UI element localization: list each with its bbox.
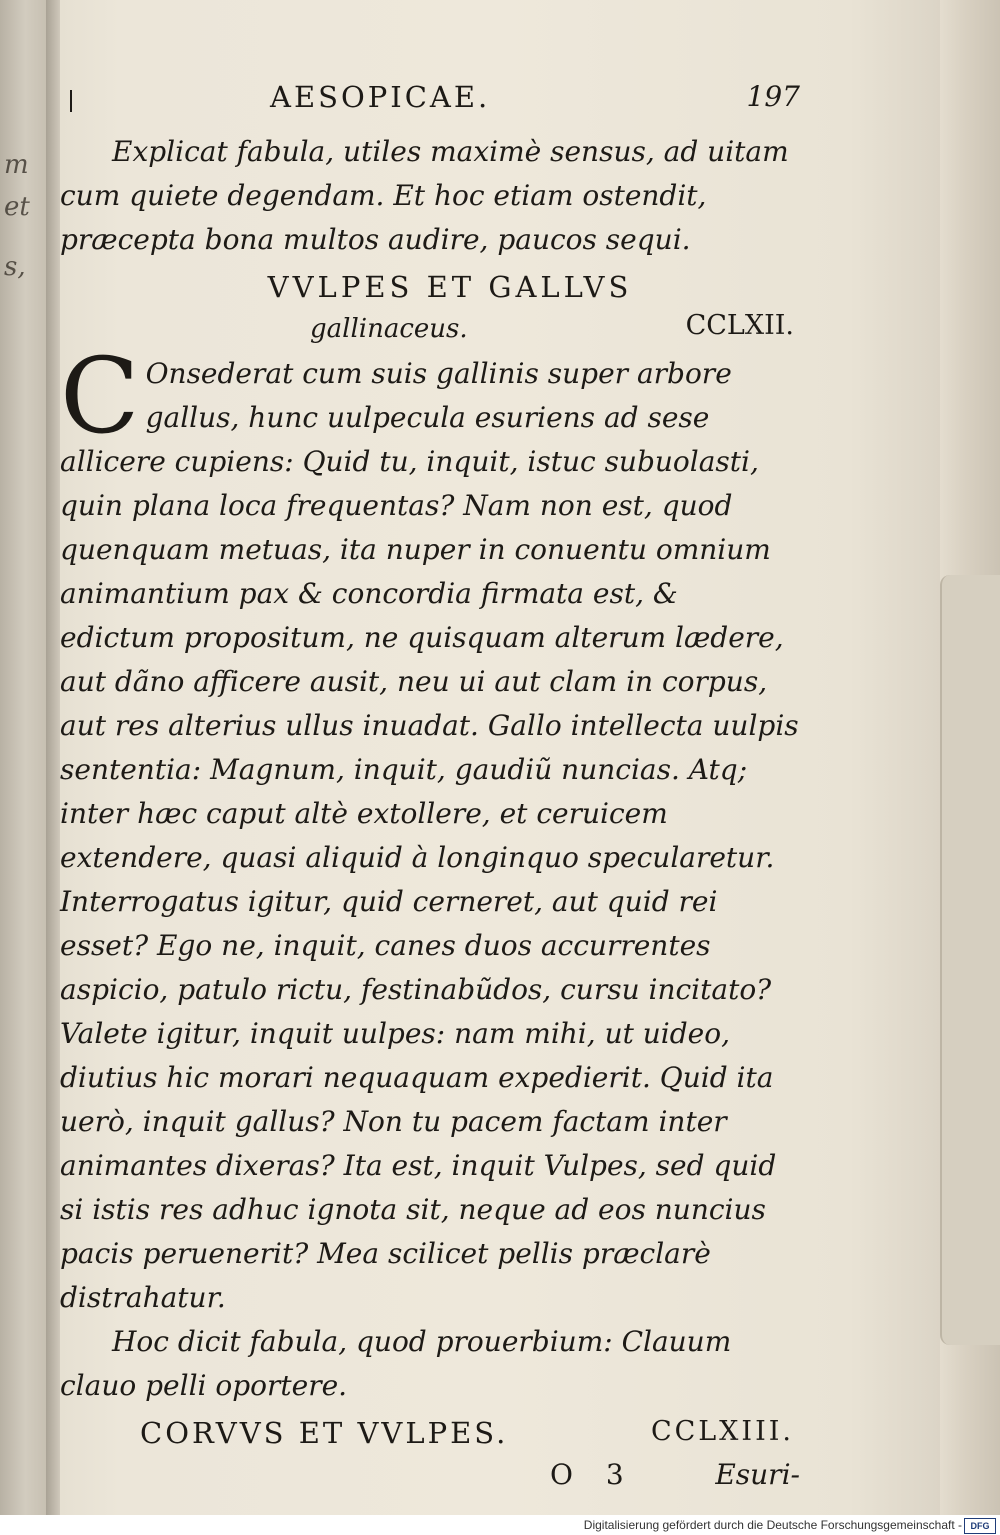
binding-fold [46,0,60,1515]
footer-credit: Digitalisierung gefördert durch die Deutsche Forschungsgemeinschaft - [583,1518,962,1532]
fable-number: CCLXII. [685,310,794,341]
page-foot [60,1458,800,1502]
running-head: AESOPICAE. [270,80,491,114]
fable-body [60,335,800,1320]
next-fable-number: CCLXIII. [650,1416,794,1447]
fable-subtitle: gallinaceus. [310,314,468,344]
next-fable-heading [60,1416,800,1458]
fable-moral: Hoc dicit fabula, quod prouerbium: Clauum clauo pelli oportere. [60,1325,732,1402]
intro-paragraph: Explicat fabula, utiles maximè sensus, ad uitam cum quiete degendam. Et hoc etiam ostendit, præcepta bona multos audire, paucos sequi. [60,135,789,256]
next-fable-title: CORVVS ET VVLPES. [140,1416,509,1450]
signature-mark: O 3 [550,1458,636,1491]
left-gutter [0,0,46,1515]
fable-title: VVLPES ET GALLVS [267,270,633,304]
drop-capital: C [60,335,140,457]
page-tab [940,575,1000,1345]
header-tick [70,90,72,112]
margin-fragment: m [4,150,29,180]
margin-fragment: s, [4,252,26,282]
dfg-logo: DFG [964,1518,996,1534]
page-text [60,80,800,1502]
margin-fragment: et [4,192,30,222]
catchword: Esuri- [715,1458,800,1491]
fable-body-text: Onsederat cum suis gallinis super arbore gallus, hunc uulpecula esuriens ad sese allicere cupiens: Quid tu, inquit, istuc subuolasti, quin plana loca frequentas? Nam non est, quod quenquam metuas, ita nuper in conuentu omnium animantium pax & concordia firmata est, & edictum propositum, ne quisquam alterum lædere, aut dãno afficere ausit, neu ui aut clam in corpus, aut res alterius ullus inuadat. Gallo intellecta uulpis sententia: Magnum, inquit, gaudiũ nuncias. Atq; inter hæc caput altè extollere, et ceruicem extendere, quasi aliquid à longinquo specularetur. Interrogatus igitur, quid cerneret, aut quid rei esset? Ego ne, inquit, canes duos accurrentes aspicio, patulo rictu, festinabũdos, cursu incitato? Valete igitur, inquit uulpes: nam mihi, ut uideo, diutius hic morari nequaquam expedierit. Quid ita uerò, inquit gallus? Non tu pacem factam inter animantes dixeras? Ita est, inquit Vulpes, sed quid si istis res adhuc ignota sit, neque ad eos nuncius pacis peruenerit? Mea scilicet pellis præclarè distrahatur. [60,357,799,1314]
page-header [60,80,800,130]
digitization-footer [0,1515,1000,1535]
page-number: 197 [746,80,800,113]
fable-subline [60,308,800,352]
